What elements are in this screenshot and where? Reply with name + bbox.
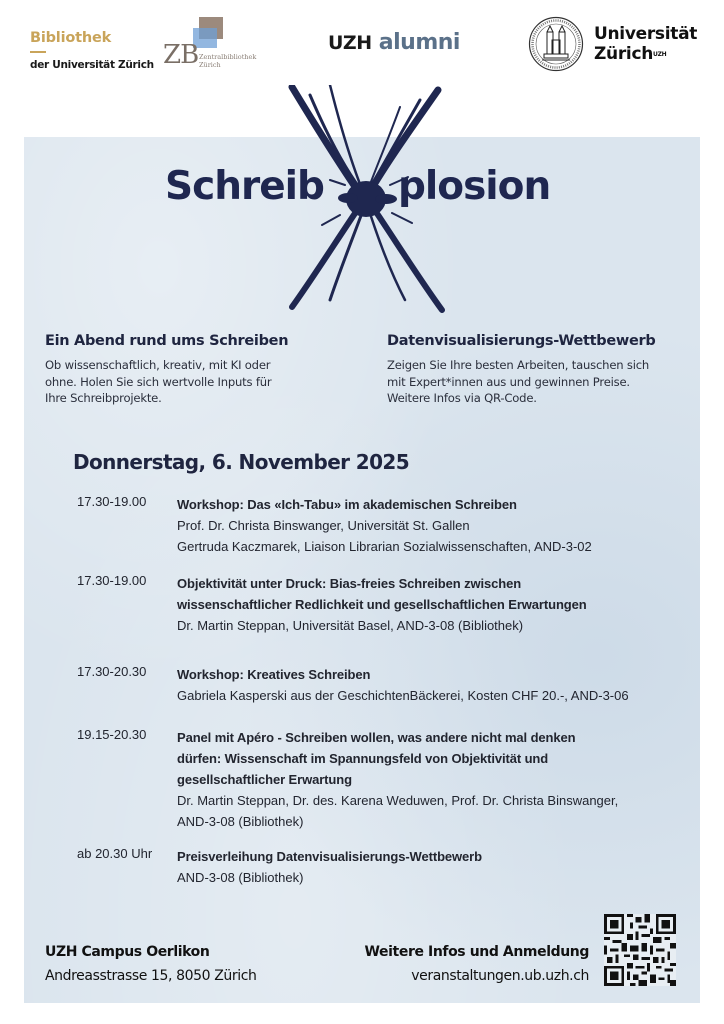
zb-logo-line2: Zürich [199, 61, 221, 69]
uzh-seal-icon [528, 16, 584, 72]
universitaet-zuerich-logo [528, 16, 708, 76]
title-plosion: plosion [398, 164, 551, 209]
intro-right-text [387, 357, 707, 407]
program-body [177, 727, 697, 832]
program-body [177, 494, 697, 557]
location-address: Andreasstrasse 15, 8050 Zürich [45, 968, 257, 984]
uzh-logo-zuerich: Zürich [594, 44, 654, 64]
program-time: ab 20.30 Uhr [77, 846, 153, 861]
location-title: UZH Campus Oerlikon [45, 944, 210, 960]
title-schreib: Schreib [165, 164, 324, 209]
program-title: Workshop: Kreatives Schreiben [177, 667, 371, 682]
zentralbibliothek-logo [163, 14, 283, 78]
program-detail: Prof. Dr. Christa Binswanger, Universität St. Gallen [177, 518, 470, 533]
intro-left-line: Ob wissenschaftlich, kreativ, mit KI oder [45, 358, 271, 372]
program-title: Panel mit Apéro - Schreiben wollen, was andere nicht mal denken [177, 730, 576, 745]
program-body [177, 573, 697, 636]
program-detail: Gabriela Kasperski aus der GeschichtenBäckerei, Kosten CHF 20.-, AND-3-06 [177, 688, 629, 703]
info-block [365, 944, 589, 984]
alumni-logo-uzh: UZH [328, 32, 372, 54]
intro-left-line: Ihre Schreibprojekte. [45, 391, 162, 405]
bibliothek-logo-subtitle: der Universität Zürich [30, 59, 154, 71]
program-title: dürfen: Wissenschaft im Spannungsfeld von Objektivität und [177, 751, 549, 766]
program-detail: Gertruda Kaczmarek, Liaison Librarian Sozialwissenschaften, AND-3-02 [177, 539, 592, 554]
uzh-alumni-logo [328, 30, 460, 55]
website-link[interactable]: veranstaltungen.ub.uzh.ch [411, 968, 589, 984]
program-title: wissenschaftlicher Redlichkeit und gesellschaftlichen Erwartungen [177, 597, 587, 612]
intro-right-line: mit Expert*innen aus und gewinnen Preise. [387, 374, 630, 389]
info-title: Weitere Infos und Anmeldung [364, 944, 589, 960]
program-title: Preisverleihung Datenvisualisierungs-Wettbewerb [177, 849, 482, 864]
bibliothek-logo-bar [30, 51, 46, 53]
bibliothek-logo [30, 30, 154, 71]
program-detail: Dr. Martin Steppan, Dr. des. Karena Weduwen, Prof. Dr. Christa Binswanger, [177, 793, 619, 808]
uzh-logo-line1: Universität [594, 24, 698, 44]
zb-logo-mark: ZB [163, 40, 199, 70]
uzh-logo-name [594, 24, 697, 64]
program-time: 19.15-20.30 [77, 727, 147, 742]
program-title: Workshop: Das «Ich-Tabu» im akademischen Schreiben [177, 497, 517, 512]
intro-left-heading: Ein Abend rund ums Schreiben [45, 333, 289, 349]
program-time: 17.30-20.30 [77, 664, 147, 679]
program-body [177, 846, 697, 888]
program-detail: AND-3-08 (Bibliothek) [177, 814, 304, 829]
zb-logo-line1: Zentralbibliothek [199, 53, 257, 61]
bibliothek-logo-title: Bibliothek [30, 30, 112, 46]
qr-code-icon[interactable] [604, 914, 676, 986]
program-title: gesellschaftlicher Erwartung [177, 772, 352, 787]
uzh-logo-superscript: UZH [653, 51, 667, 58]
intro-left-text [45, 357, 345, 407]
location-block [45, 944, 257, 984]
program-body [177, 664, 697, 706]
intro-left-line: ohne. Holen Sie sich wertvolle Inputs für [45, 374, 272, 389]
intro-right-line: Zeigen Sie Ihre besten Arbeiten, tauschen sich [387, 358, 650, 372]
program-detail: AND-3-08 (Bibliothek) [177, 870, 304, 885]
intro-left [45, 333, 345, 407]
uzh-logo-line2 [594, 44, 697, 64]
program-detail: Dr. Martin Steppan, Universität Basel, AND-3-08 (Bibliothek) [177, 618, 524, 633]
program-time: 17.30-19.00 [77, 494, 147, 509]
program-title: Objektivität unter Druck: Bias-freies Schreiben zwischen [177, 576, 522, 591]
program-time: 17.30-19.00 [77, 573, 147, 588]
event-date: Donnerstag, 6. November 2025 [73, 450, 410, 474]
intro-right [387, 333, 707, 407]
alumni-logo-alumni: alumni [378, 30, 460, 55]
zb-logo-text [199, 53, 256, 69]
intro-right-line: Weitere Infos via QR-Code. [387, 391, 537, 405]
intro-right-heading: Datenvisualisierungs-Wettbewerb [387, 333, 656, 349]
